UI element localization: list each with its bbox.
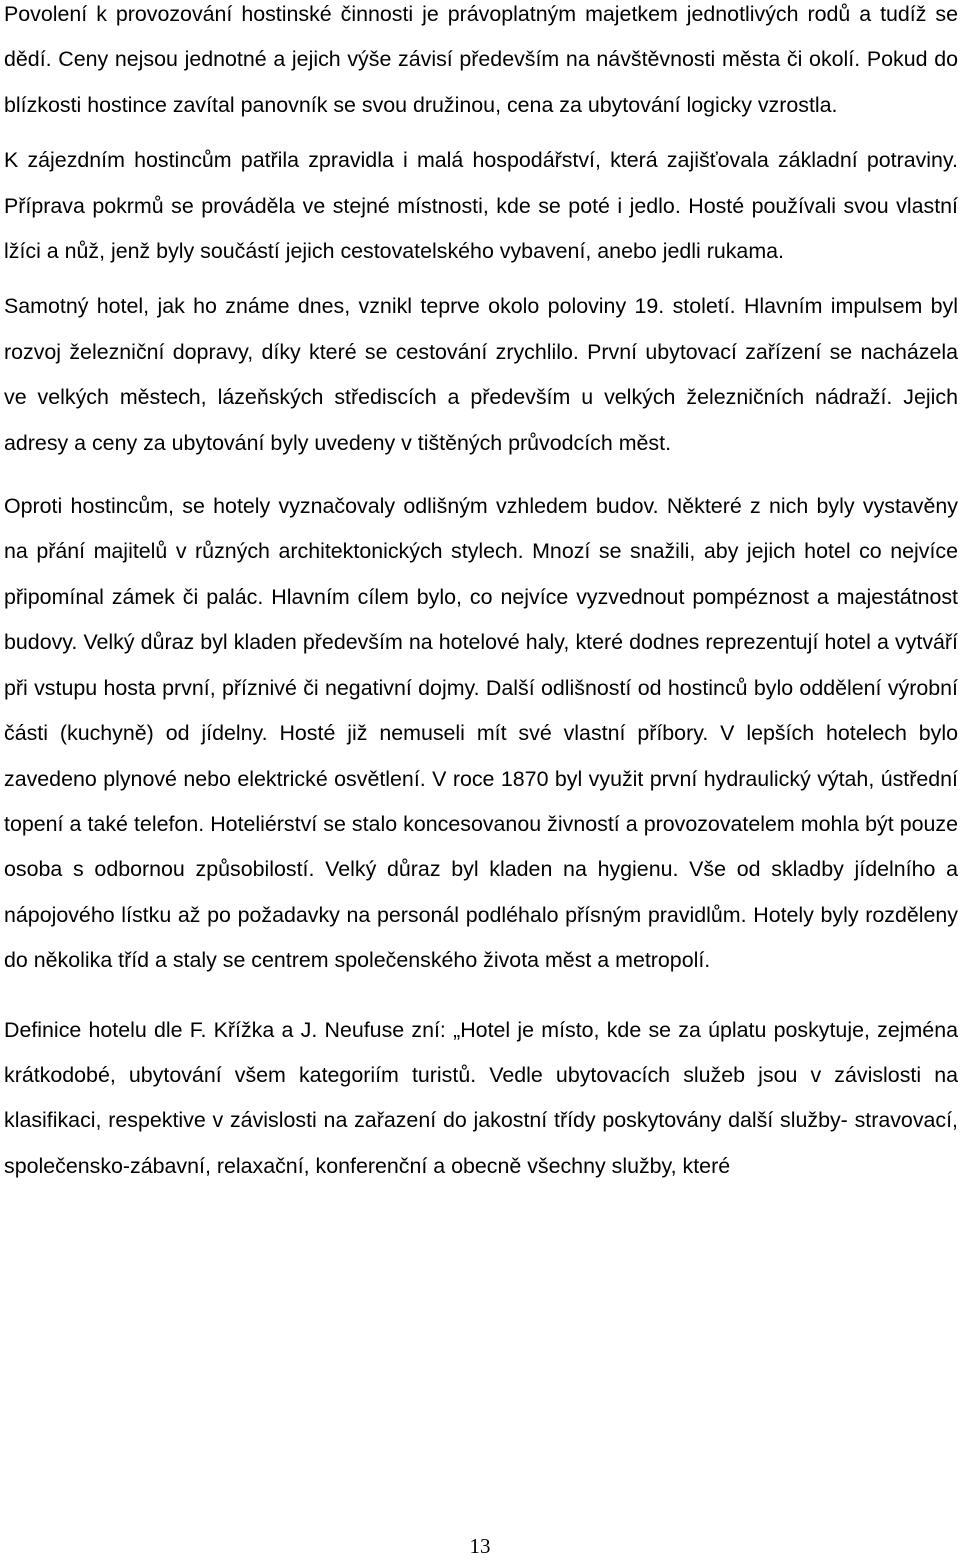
document-body (4, 0, 958, 1189)
paragraph-inheritance: Povolení k provozování hostinské činnosti je právoplatným majetkem jednotlivých rodů a tudíž se dědí. Ceny nejsou jednotné a jejich výše závisí především na návštěvnosti města či okolí. Pokud do blízkosti hostince zavítal panovník se svou družinou, cena za ubytování logicky vzrostla. (4, 2, 958, 117)
paragraph-hotel-definition: Definice hotelu dle F. Křížka a J. Neufuse zní: „Hotel je místo, kde se za úplatu poskytuje, zejména krátkodobé, ubytování všem kategoriím turistů. Vedle ubytovacích služeb jsou v závislosti na klasifikaci, respektive v závislosti na zařazení do jakostní třídy poskytovány další služby- stravovací, společensko-zábavní, relaxační, konferenční a obecně všechny služby, které (4, 1017, 958, 1178)
page-number: 13 (469, 1534, 491, 1558)
paragraph-spacer (4, 274, 958, 284)
paragraph-hotel-features: Oproti hostincům, se hotely vyznačovaly odlišným vzhledem budov. Některé z nich byly vystavěny na přání majitelů v různých architektonických stylech. Mnozí se snažili, aby jejich hotel co nejvíce připomínal zámek či palác. Hlavním cílem bylo, co nejvíce vyzvednout pompéznost a majestátnost budovy. Velký důraz byl kladen především na hotelové haly, které dodnes reprezentují hotel a vytváří při vstupu hosta první, příznivé či negativní dojmy. Další odlišností od hostinců bylo oddělení výrobní části (kuchyně) od jídelny. Hosté již nemuseli mít své vlastní příbory. V lepších hotelech bylo zavedeno plynové nebo elektrické osvětlení. V roce 1870 byl využit první hydraulický výtah, ústřední topení a také telefon. Hoteliérství se stalo koncesovanou živností a provozovatelem mohla být pouze osoba s odbornou způsobilostí. Velký důraz byl kladen na hygienu. Vše od skladby jídelního a nápojového lístku až po požadavky na personál podléhalo přísným pravidlům. Hotely byly rozděleny do několika tříd a staly se centrem společenského života měst a metropolí. (4, 494, 958, 973)
paragraph-spacer (4, 466, 958, 484)
paragraph-spacer (4, 128, 958, 138)
paragraph-hotel-origin: Samotný hotel, jak ho známe dnes, vznikl teprve okolo poloviny 19. století. Hlavním impulsem byl rozvoj železniční dopravy, díky které se cestování zrychlilo. První ubytovací zařízení se nacházela ve velkých městech, lázeňských střediscích a především u velkých železničních nádraží. Jejich adresy a ceny za ubytování byly uvedeny v tištěných průvodcích měst. (4, 294, 958, 455)
paragraph-roadside-inns: K zájezdním hostincům patřila zpravidla i malá hospodářství, která zajišťovala základní potraviny. Příprava pokrmů se prováděla ve stejné místnosti, kde se poté i jedlo. Hosté používali svou vlastní lžíci a nůž, jenž byly součástí jejich cestovatelského vybavení, anebo jedli rukama. (4, 148, 958, 264)
paragraph-spacer (4, 984, 958, 1008)
